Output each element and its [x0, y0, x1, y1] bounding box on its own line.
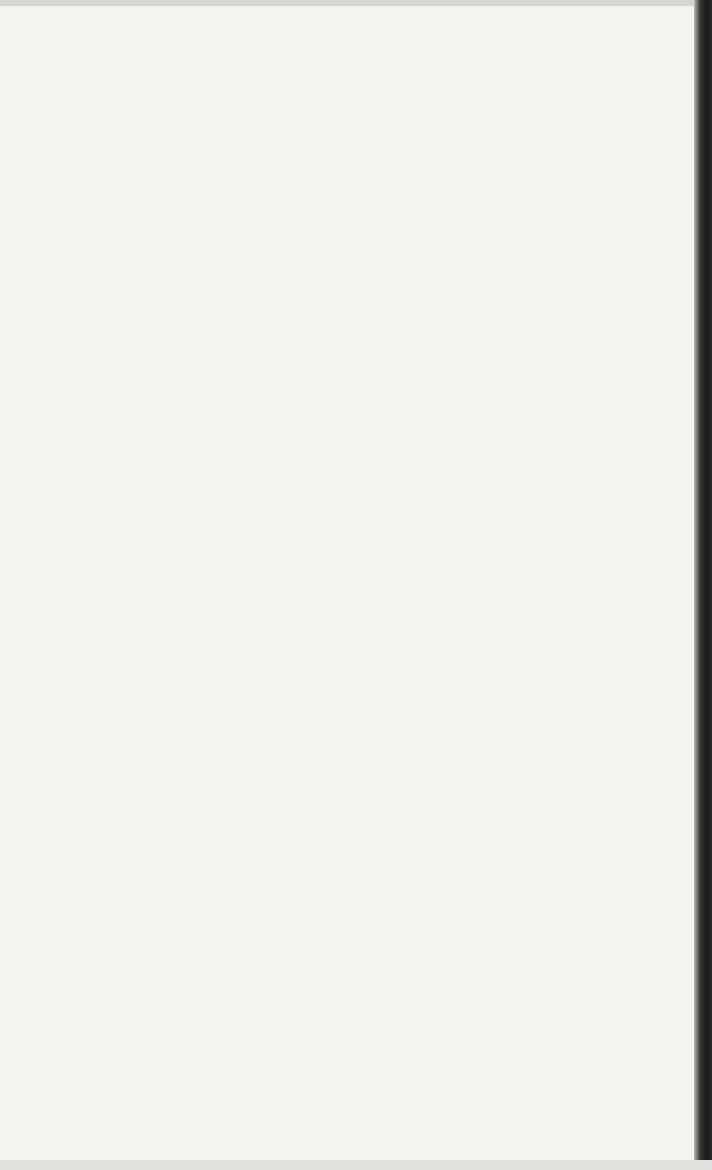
page-bottom-edge — [0, 1160, 712, 1170]
page-binding-edge — [694, 0, 712, 1170]
page-top-edge — [0, 0, 712, 6]
